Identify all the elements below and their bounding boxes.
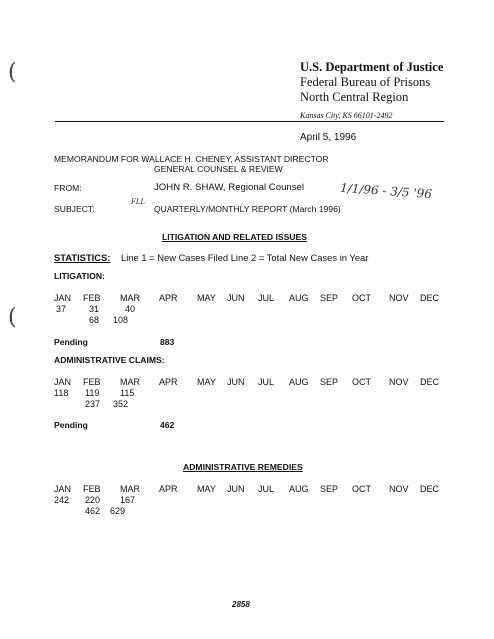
month-jun: JUN	[227, 484, 245, 494]
month-mar: MAR	[120, 484, 140, 494]
month-mar: MAR	[120, 293, 140, 303]
litigation-mar-line1: 40	[125, 304, 136, 314]
admin-claims-pending-value: 462	[160, 420, 175, 430]
memo-from-label: FROM:	[54, 183, 82, 193]
month-dec: DEC	[420, 377, 440, 387]
statistics-legend: Line 1 = New Cases Filed Line 2 = Total New Cases in Year	[121, 252, 369, 263]
admin-remedies-jan-line1: 242	[54, 495, 70, 505]
month-nov: NOV	[389, 377, 409, 387]
month-aug: AUG	[289, 293, 309, 303]
litigation-pending-label: Pending	[54, 337, 88, 347]
month-nov: NOV	[389, 293, 409, 303]
memo-to-line2: GENERAL COUNSEL & REVIEW	[154, 164, 283, 174]
letterhead-address: Kansas City, KS 66101-2492	[300, 111, 393, 120]
admin-claims-mar-line2: 352	[113, 399, 129, 409]
month-sep: SEP	[320, 377, 339, 387]
admin-remedies-heading: ADMINISTRATIVE REMEDIES	[183, 462, 303, 472]
month-may: MAY	[197, 484, 216, 494]
month-apr: APR	[159, 377, 178, 387]
memo-from-value: JOHN R. SHAW, Regional Counsel	[154, 182, 305, 193]
month-aug: AUG	[289, 377, 309, 387]
month-jan: JAN	[54, 484, 72, 494]
month-feb: FEB	[83, 293, 101, 303]
margin-paren-top: (	[8, 60, 17, 85]
admin-remedies-mar-line2: 629	[110, 506, 126, 516]
month-oct: OCT	[352, 484, 371, 494]
letterhead-rule	[55, 121, 444, 122]
month-jun: JUN	[227, 377, 245, 387]
admin-claims-feb-line2: 237	[85, 399, 101, 409]
admin-claims-pending-label: Pending	[54, 420, 88, 430]
memo-handwritten-date: 1/1/96 - 3/5 '96	[339, 180, 433, 202]
month-oct: OCT	[352, 377, 371, 387]
month-jul: JUL	[258, 377, 275, 387]
admin-remedies-feb-line1: 220	[85, 495, 101, 505]
litigation-heading: LITIGATION:	[54, 271, 105, 281]
month-jul: JUL	[258, 293, 275, 303]
statistics-label: STATISTICS:	[54, 252, 111, 263]
admin-claims-jan-line1: 118	[54, 388, 69, 398]
memo-handwritten-initials: FLL	[131, 198, 146, 206]
litigation-jan-line1: 37	[56, 304, 67, 314]
memo-subject-value: QUARTERLY/MONTHLY REPORT (March 1996)	[154, 204, 341, 214]
month-feb: FEB	[83, 377, 101, 387]
section-litigation-related-heading: LITIGATION AND RELATED ISSUES	[162, 232, 307, 242]
admin-claims-heading: ADMINISTRATIVE CLAIMS:	[54, 355, 165, 365]
litigation-mar-line2: 108	[113, 315, 129, 325]
month-nov: NOV	[389, 484, 409, 494]
memo-subject-label: SUBJECT:	[54, 204, 95, 214]
letterhead-department: U.S. Department of Justice	[300, 60, 444, 74]
letterhead-region: North Central Region	[300, 90, 409, 104]
month-dec: DEC	[420, 293, 440, 303]
month-feb: FEB	[83, 484, 101, 494]
month-jun: JUN	[227, 293, 245, 303]
month-jul: JUL	[258, 484, 275, 494]
litigation-pending-value: 883	[160, 337, 175, 347]
month-oct: OCT	[352, 293, 371, 303]
memo-to-line1: MEMORANDUM FOR WALLACE H. CHENEY, ASSISTANT DIRECTOR	[54, 154, 329, 164]
month-aug: AUG	[289, 484, 309, 494]
page-number: 2858	[232, 600, 250, 609]
month-apr: APR	[159, 293, 178, 303]
memo-date: April 5, 1996	[300, 132, 357, 143]
admin-remedies-feb-line2: 462	[85, 506, 101, 516]
month-mar: MAR	[120, 377, 140, 387]
admin-claims-mar-line1: 115	[120, 388, 135, 398]
admin-claims-feb-line1: 119	[85, 388, 100, 398]
litigation-feb-line2: 68	[89, 315, 100, 325]
letterhead-bureau: Federal Bureau of Prisons	[300, 75, 431, 89]
month-jan: JAN	[54, 293, 72, 303]
margin-paren-mid: (	[8, 305, 17, 330]
month-sep: SEP	[320, 293, 339, 303]
month-sep: SEP	[320, 484, 339, 494]
month-may: MAY	[197, 377, 216, 387]
month-apr: APR	[159, 484, 178, 494]
month-may: MAY	[197, 293, 216, 303]
litigation-feb-line1: 31	[89, 304, 100, 314]
month-jan: JAN	[54, 377, 72, 387]
admin-remedies-mar-line1: 167	[120, 495, 136, 505]
month-dec: DEC	[420, 484, 440, 494]
